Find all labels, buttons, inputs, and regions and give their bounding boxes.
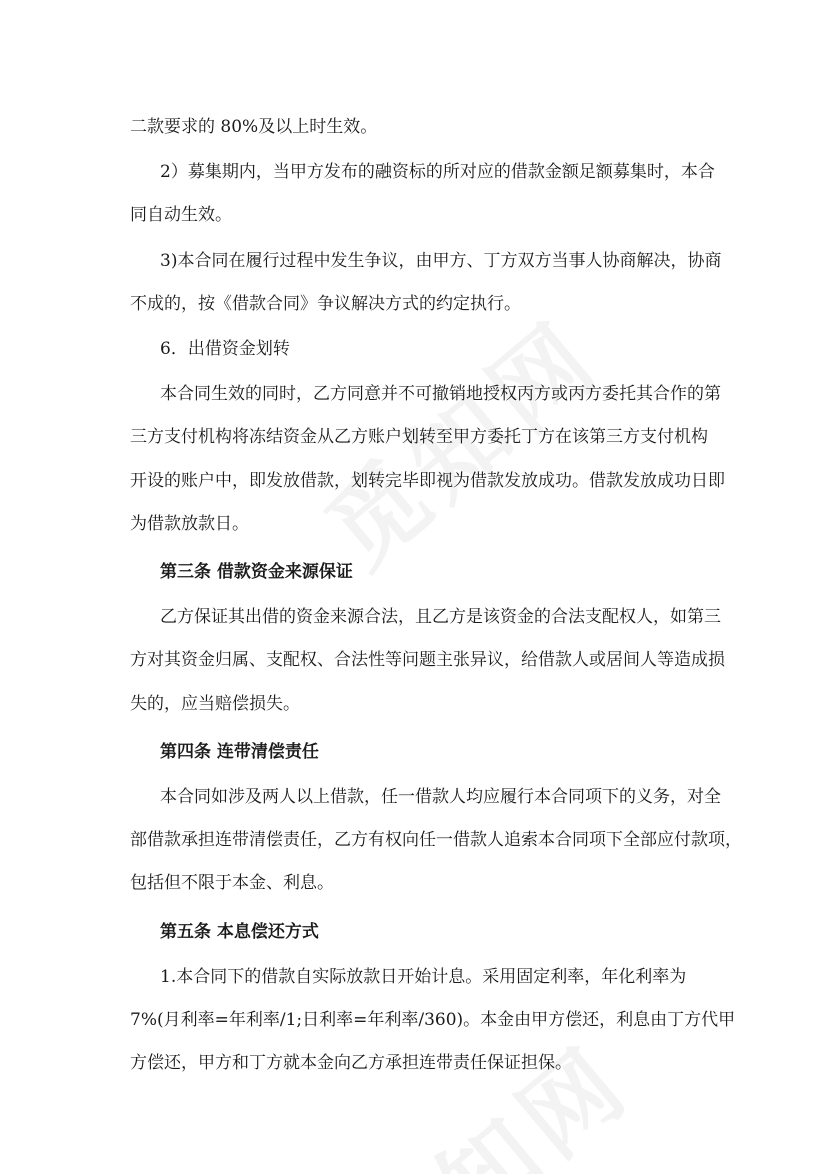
paragraph-line: 部借款承担连带清偿责任，乙方有权向任一借款人追索本合同项下全部应付款项， <box>130 830 742 851</box>
paragraph-line: 二款要求的 80%及以上时生效。 <box>130 117 378 137</box>
paragraph-line: 7%(月利率=年利率/1;日利率=年利率/360)。本金由甲方偿还，利息由丁方代甲 <box>130 1010 736 1031</box>
paragraph-line: 2）募集期内，当甲方发布的融资标的所对应的借款金额足额募集时，本合 <box>160 162 715 183</box>
paragraph-line: 包括但不限于本金、利息。 <box>130 873 334 894</box>
document-body <box>130 106 742 1085</box>
paragraph-line: 三方支付机构将冻结资金从乙方账户划转至甲方委托丁方在该第三方支付机构 <box>130 427 708 448</box>
section-title: 6．出借资金划转 <box>160 339 290 360</box>
paragraph-line: 方偿还，甲方和丁方就本金向乙方承担连带责任保证担保。 <box>130 1053 572 1074</box>
paragraph-line: 3)本合同在履行过程中发生争议，由甲方、丁方双方当事人协商解决，协商 <box>160 250 722 271</box>
paragraph-line: 1.本合同下的借款自实际放款日开始计息。采用固定利率，年化利率为 <box>160 966 687 987</box>
paragraph-line: 同自动生效。 <box>130 205 232 226</box>
paragraph-line: 本合同如涉及两人以上借款，任一借款人均应履行本合同项下的义务，对全 <box>160 787 721 808</box>
paragraph-line: 本合同生效的同时，乙方同意并不可撤销地授权丙方或丙方委托其合作的第 <box>160 384 721 405</box>
article-heading: 第三条 借款资金来源保证 <box>160 562 353 583</box>
paragraph-line: 失的，应当赔偿损失。 <box>130 693 300 714</box>
article-heading: 第四条 连带清偿责任 <box>160 741 319 762</box>
article-heading: 第五条 本息偿还方式 <box>160 921 319 942</box>
paragraph-line: 方对其资金归属、支配权、合法性等问题主张异议，给借款人或居间人等造成损 <box>130 650 725 671</box>
paragraph-line: 为借款放款日。 <box>130 513 249 534</box>
paragraph-line: 不成的，按《借款合同》争议解决方式的约定执行。 <box>130 293 521 314</box>
paragraph-line: 开设的账户中，即发放借款，划转完毕即视为借款发放成功。借款发放成功日即 <box>130 470 725 491</box>
paragraph-line: 乙方保证其出借的资金来源合法，且乙方是该资金的合法支配权人，如第三 <box>160 607 721 628</box>
